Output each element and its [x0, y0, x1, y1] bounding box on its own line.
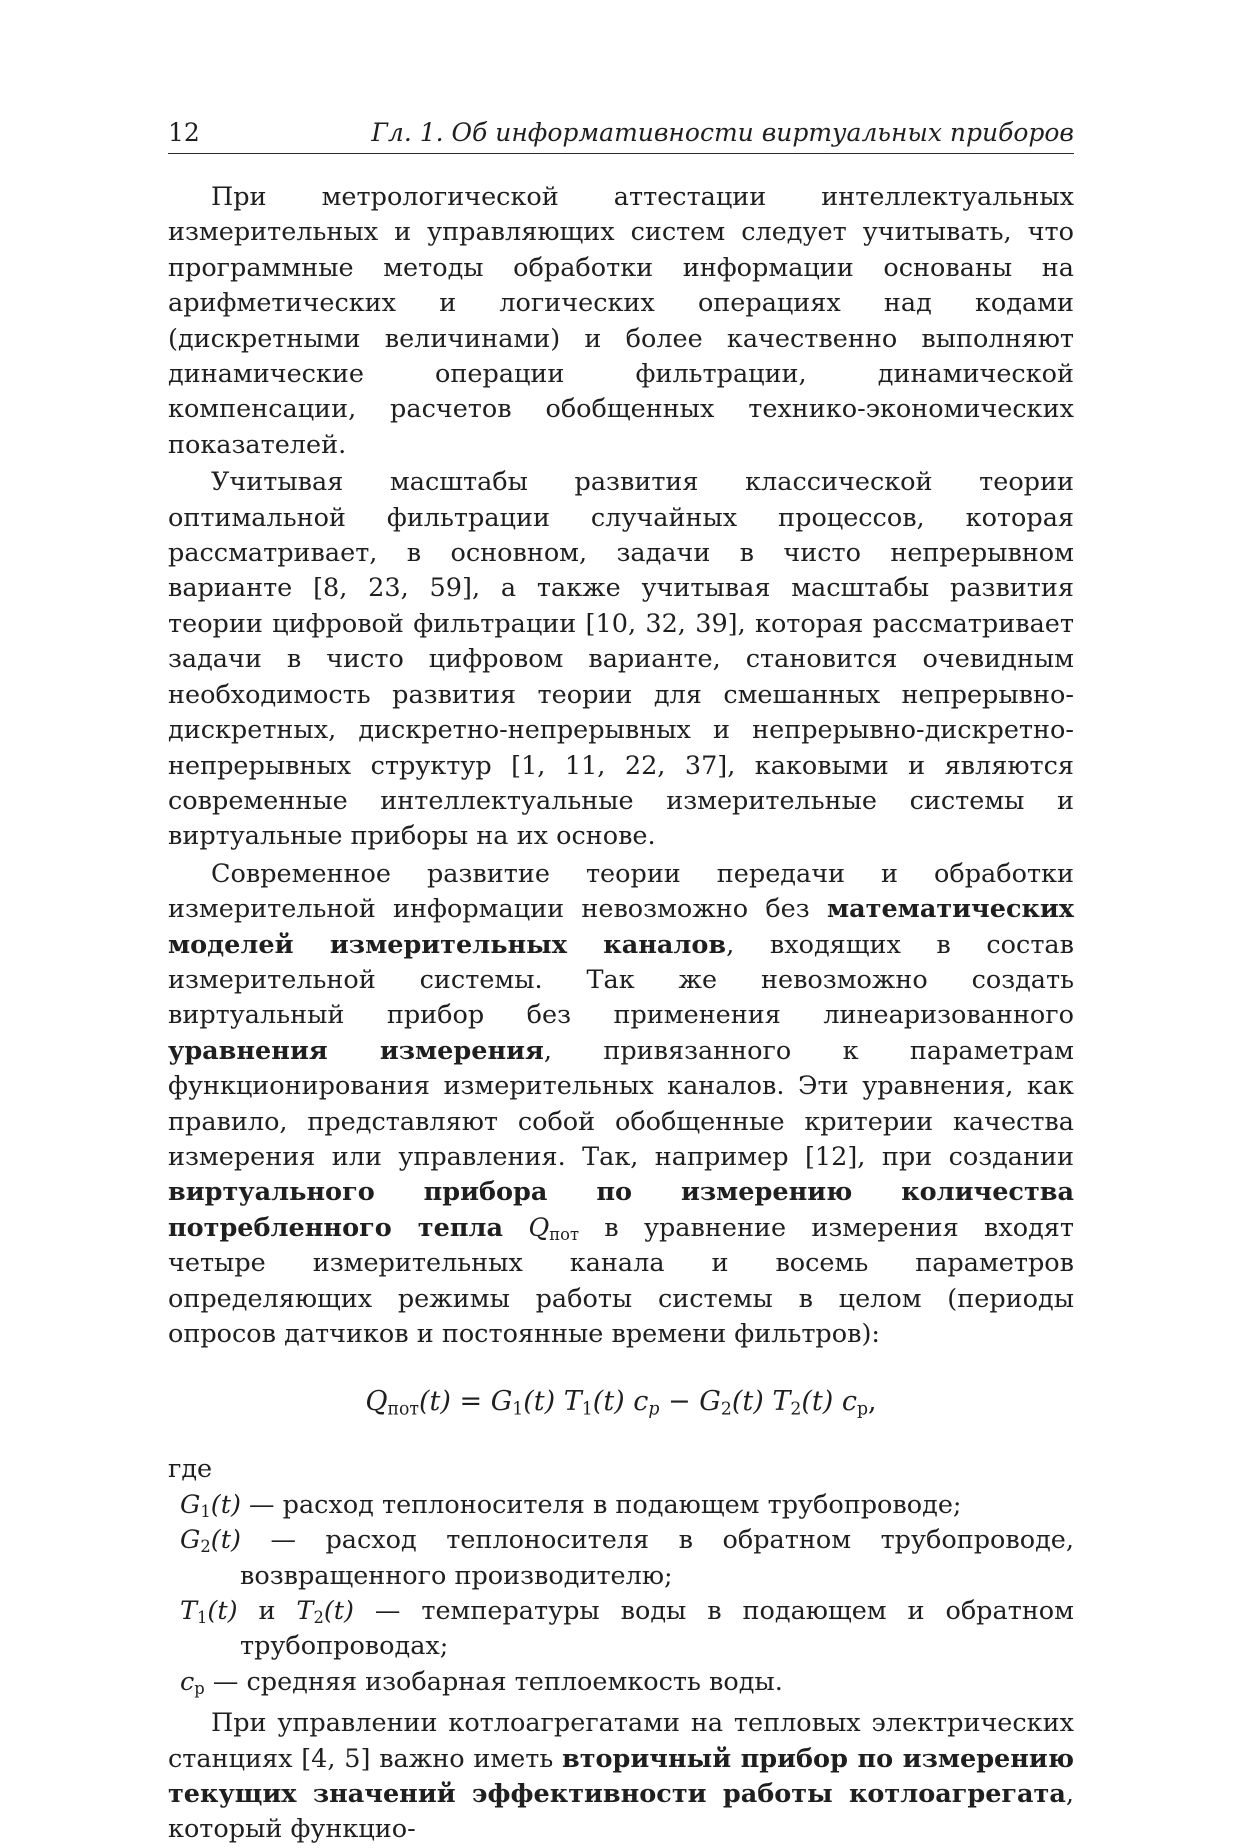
formula-subscript: пот	[387, 1399, 419, 1420]
math-arg: (t)	[207, 1596, 238, 1627]
formula-text: (t) =	[418, 1386, 491, 1418]
math-symbol: Q	[528, 1212, 550, 1243]
text-run: Современное развитие теории передачи и обработки измерительной информации невозможно без	[168, 858, 1074, 925]
page-body	[168, 180, 1074, 1848]
text-run: При управлении котлоагрегатами на тепловых электрических станциях [4, 5] важно иметь	[168, 1708, 1074, 1774]
definition-text: — расход теплоносителя в подающем трубопроводе;	[240, 1489, 962, 1520]
formula-subscript: 2	[790, 1399, 802, 1420]
bold-term: виртуального прибора по измерению количества потребленного тепла	[168, 1177, 1074, 1243]
formula-symbol: c	[633, 1386, 649, 1418]
text-run: , который функцио-	[168, 1779, 1074, 1845]
math-arg: (t)	[210, 1489, 241, 1520]
bold-term: математических моделей измерительных каналов	[168, 894, 1074, 960]
math-subscript: 1	[197, 1608, 208, 1628]
definition-text: и	[237, 1596, 297, 1627]
page-number: 12	[168, 118, 200, 147]
formula-text: (t)	[731, 1386, 773, 1418]
math-subscript: 2	[313, 1608, 324, 1628]
formula-subscript: 1	[581, 1399, 593, 1420]
formula-subscript: р	[856, 1399, 869, 1420]
text-run: , привязанного к параметрам функционирования измерительных каналов. Эти уравнения, как правило, представляют собой обобщенные критерии качества измерения или управления. Так, например [12], при создании	[168, 1035, 1075, 1172]
formula-text: (t)	[592, 1386, 634, 1418]
definition-text: — средняя изобарная теплоемкость воды.	[204, 1666, 783, 1697]
math-arg: (t)	[323, 1596, 354, 1627]
paragraph-2: Учитывая масштабы развития классической теории оптимальной фильтрации случайных процессов, которая рассматривает, в основном, задачи в чисто непрерывном варианте [8, 23, 59], а также учитывая масштабы развития теории цифровой фильтрации [10, 32, 39], которая рассматривает задачи в чисто цифровом варианте, становится очевидным необходимость развития теории для смешанных непрерывно-дискретных, дискретно-непрерывных и непрерывно-дискретно-непрерывных структур [1, 11, 22, 37], каковыми и являются современные интеллектуальные измерительные системы и виртуальные приборы на их основе.	[168, 467, 1074, 852]
math-symbol: c	[180, 1666, 195, 1697]
math-symbol: G	[180, 1489, 201, 1520]
math-subscript: пот	[549, 1224, 579, 1244]
formula-symbol: T	[772, 1386, 791, 1418]
bold-term: уравнения измерения	[168, 1035, 544, 1066]
text-run: в уравнение измерения входят четыре измерительных канала и восемь параметров определяющих режимы работы системы в целом (периоды опросов датчиков и постоянные времени фильтров):	[168, 1212, 1074, 1349]
formula-symbol: T	[563, 1386, 582, 1418]
formula-text: (t)	[801, 1386, 842, 1418]
formula-symbol: Q	[365, 1386, 388, 1418]
math-symbol: G	[180, 1525, 201, 1556]
math-subscript: р	[194, 1678, 205, 1698]
definition-text: — расход теплоносителя в обратном трубопроводе, возвращенного производителю;	[240, 1525, 1074, 1591]
paragraph-1: При метрологической аттестации интеллектуальных измерительных и управляющих систем следует учитывать, что программные методы обработки информации основаны на арифметических и логических операциях над кодами (дискретными величинами) и более качественно выполняют динамические операции фильтрации, динамической компенсации, расчетов обобщенных технико-экономических показателей.	[168, 182, 1074, 460]
math-symbol: T	[180, 1596, 198, 1627]
definition-item	[168, 1523, 1074, 1594]
formula-symbol: G	[699, 1386, 721, 1418]
formula-subscript: 2	[720, 1399, 732, 1420]
math-subscript: 2	[200, 1537, 211, 1557]
where-label: где	[168, 1454, 213, 1485]
formula-symbol: G	[490, 1386, 513, 1418]
formula-subscript: 1	[512, 1399, 524, 1420]
definition-item	[168, 1488, 1074, 1523]
formula-text: (t)	[523, 1386, 564, 1418]
formula-symbol: c	[841, 1386, 857, 1418]
formula-subscript: p	[648, 1399, 660, 1420]
math-arg: (t)	[210, 1525, 241, 1556]
text-run: , входящих в состав измерительной системы. Так же невозможно создать виртуальный прибор без применения линеаризованного	[168, 929, 1074, 1031]
paragraph-3	[168, 857, 1074, 1353]
bold-term: вторичный прибор по измерению текущих значений эффективности работы котлоагрегата	[168, 1743, 1074, 1810]
math-subscript: 1	[200, 1501, 211, 1521]
math-symbol: T	[296, 1596, 314, 1627]
running-title: Гл. 1. Об информативности виртуальных приборов	[371, 118, 1074, 147]
definition-text: — температуры воды в подающем и обратном трубопроводах;	[240, 1596, 1074, 1662]
formula-punct: ,	[868, 1386, 877, 1418]
definition-item	[168, 1665, 1074, 1700]
running-header	[168, 110, 1074, 154]
definition-item	[168, 1594, 1074, 1665]
formula-operator: −	[659, 1386, 700, 1418]
paragraph-4	[168, 1706, 1074, 1848]
display-formula	[168, 1382, 1074, 1422]
